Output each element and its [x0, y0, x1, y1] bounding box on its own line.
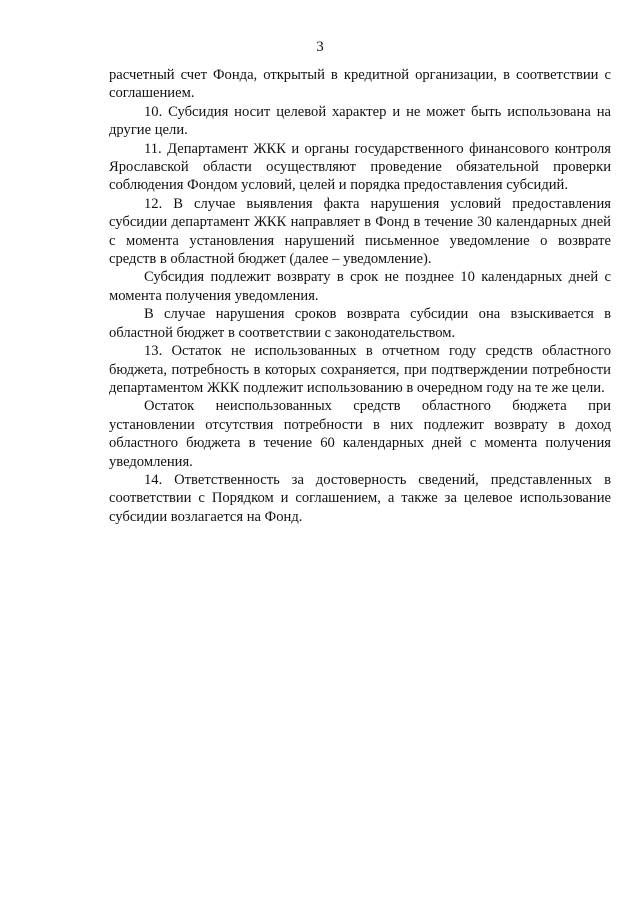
- paragraph-item-12: 12. В случае выявления факта нарушения условий предоставления субсидии департамент ЖКК направляет в Фонд в течение 30 календарных дней с момента установления нарушений письменное уведомление о возврате средств в областной бюджет (далее – уведомление).: [109, 195, 611, 268]
- document-body: [109, 66, 611, 526]
- paragraph-item-13: 13. Остаток не использованных в отчетном году средств областного бюджета, потребность в которых сохраняется, при подтверждении потребности департаментом ЖКК подлежит использованию в очередном году на те же цели.: [109, 343, 611, 396]
- paragraph-continuation: расчетный счет Фонда, открытый в кредитной организации, в соответствии с соглашением.: [109, 67, 611, 102]
- paragraph-item-10: 10. Субсидия носит целевой характер и не может быть использована на другие цели.: [109, 103, 611, 139]
- paragraph-item-11: 11. Департамент ЖКК и органы государственного финансового контроля Ярославской области осуществляют проведение обязательной проверки соблюдения Фондом условий, целей и порядка предоставления субсидий.: [109, 140, 611, 194]
- page-number: 3: [316, 39, 324, 55]
- paragraph-unused-balance: Остаток неиспользованных средств областного бюджета при установлении отсутствия потребности в них подлежит возврату в доход областного бюджета в течение 60 календарных дней с момента получения уведомления.: [109, 398, 611, 470]
- paragraph-refund-deadline: Субсидия подлежит возврату в срок не позднее 10 календарных дней с момента получения уведомления.: [109, 269, 611, 304]
- paragraph-item-14: 14. Ответственность за достоверность сведений, представленных в соответствии с Порядком и соглашением, а также за целевое использование субсидии возлагается на Фонд.: [109, 471, 611, 525]
- paragraph-refund-violation: В случае нарушения сроков возврата субсидии она взыскивается в областной бюджет в соответствии с законодательством.: [109, 306, 611, 341]
